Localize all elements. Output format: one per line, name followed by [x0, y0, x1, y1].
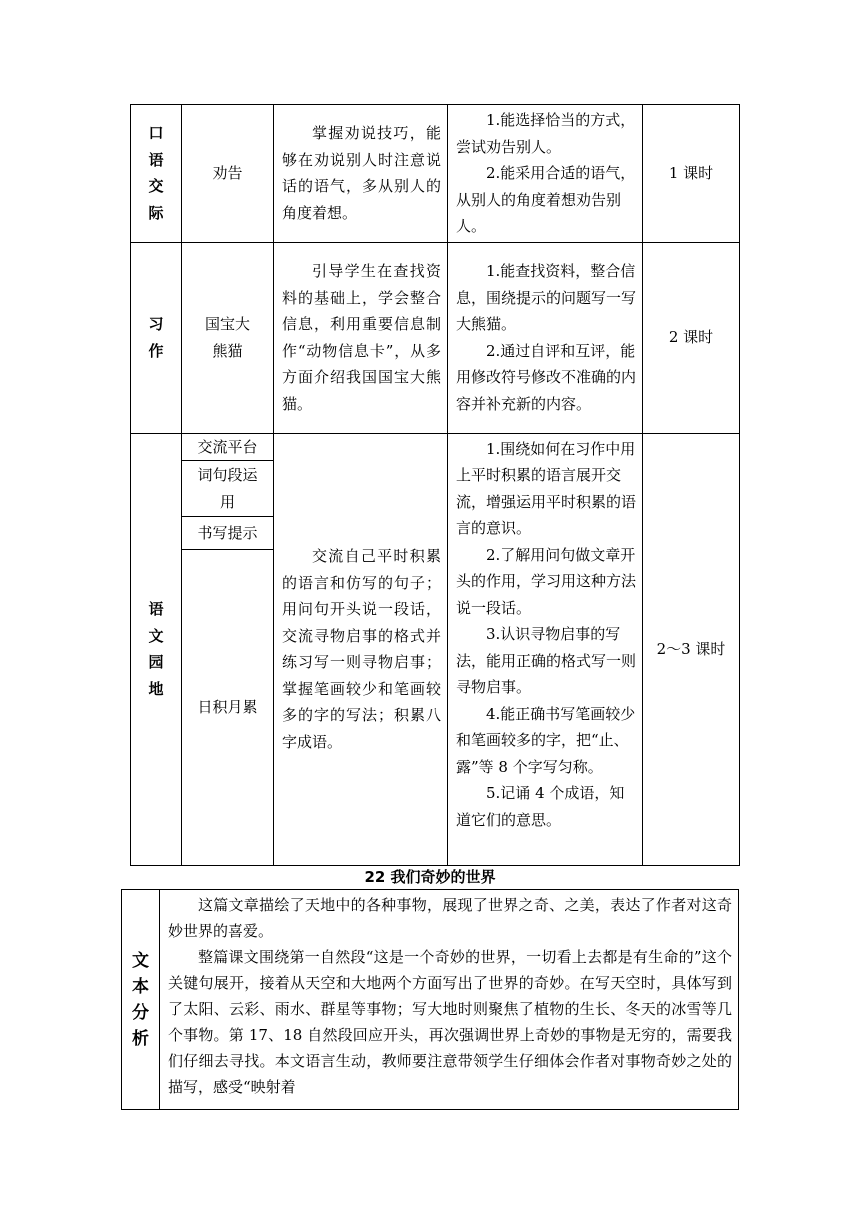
- objectives-cell: 1.能选择恰当的方式，尝试劝告别人。 2.能采用合适的语气，从别人的角度着想劝告别人。: [448, 105, 643, 243]
- hours-cell: 1 课时: [643, 105, 740, 243]
- hours-cell: 2 课时: [643, 242, 740, 433]
- category-cell: 文 本 分 析: [122, 890, 160, 1110]
- analysis-cell: 这篇文章描绘了天地中的各种事物，展现了世界之奇、之美，表达了作者对这奇妙世界的喜爱。 整篇课文围绕第一自然段“这是一个奇妙的世界，一切看上去都是有生命的”这个关键句展开，接着从天空和大地两个方面写出了世界的奇妙。在写天空时，具体写到了太阳、云彩、雨水、群星等事物；写大地时则聚焦了植物的生长、冬天的冰雪等几个事物。第 17、18 自然段回应开头，再次强调世界上奇妙的事物是无穷的，需要我们仔细去寻找。本文语言生动，教师要注意带领学生仔细体会作者对事物奇妙之处的描写，感受“映射着: [160, 890, 739, 1110]
- goal-cell: 引导学生在查找资料的基础上，学会整合信息，利用重要信息制作“动物信息卡”，从多方面介绍我国国宝大熊猫。: [274, 242, 448, 433]
- sub-item-cell: 日积月累: [182, 550, 274, 866]
- text-analysis-table: [121, 889, 739, 1110]
- topic-cell: 劝告: [182, 105, 274, 243]
- lesson-title: 22 我们奇妙的世界: [364, 868, 496, 886]
- category-cell: 习 作: [131, 242, 182, 433]
- row-oral-communication: [131, 105, 740, 243]
- sub-item-cell: 书写提示: [182, 517, 274, 550]
- goal-cell: 交流自己平时积累的语言和仿写的句子；用问句开头说一段话，交流寻物启事的格式并练习写一则寻物启事；掌握笔画较少和笔画较多的字的写法；积累八字成语。: [274, 433, 448, 866]
- sub-item-cell: 词句段运用: [182, 461, 274, 517]
- topic-cell: 国宝大熊猫: [182, 242, 274, 433]
- unit-plan-table: [130, 104, 740, 866]
- analysis-row: [122, 890, 739, 1110]
- goal-cell: 掌握劝说技巧，能够在劝说别人时注意说话的语气，多从别人的角度着想。: [274, 105, 448, 243]
- category-cell: 语 文 园 地: [131, 433, 182, 866]
- row-chinese-garden: [131, 433, 740, 461]
- hours-cell: 2～3 课时: [643, 433, 740, 866]
- sub-item-cell: 交流平台: [182, 433, 274, 461]
- objectives-cell: 1.围绕如何在习作中用上平时积累的语言展开交流，增强运用平时积累的语言的意识。 2.了解用问句做文章开头的作用，学习用这种方法说一段话。 3.认识寻物启事的写法，能用正确的格式写一则寻物启事。 4.能正确书写笔画较少和笔画较多的字，把“止、露”等 8 个字写匀称。 5.记诵 4 个成语，知道它们的意思。: [448, 433, 643, 866]
- category-cell: 口 语 交 际: [131, 105, 182, 243]
- objectives-cell: 1.能查找资料，整合信息，围绕提示的问题写一写大熊猫。 2.通过自评和互评，能用修改符号修改不准确的内容并补充新的内容。: [448, 242, 643, 433]
- row-writing: [131, 242, 740, 433]
